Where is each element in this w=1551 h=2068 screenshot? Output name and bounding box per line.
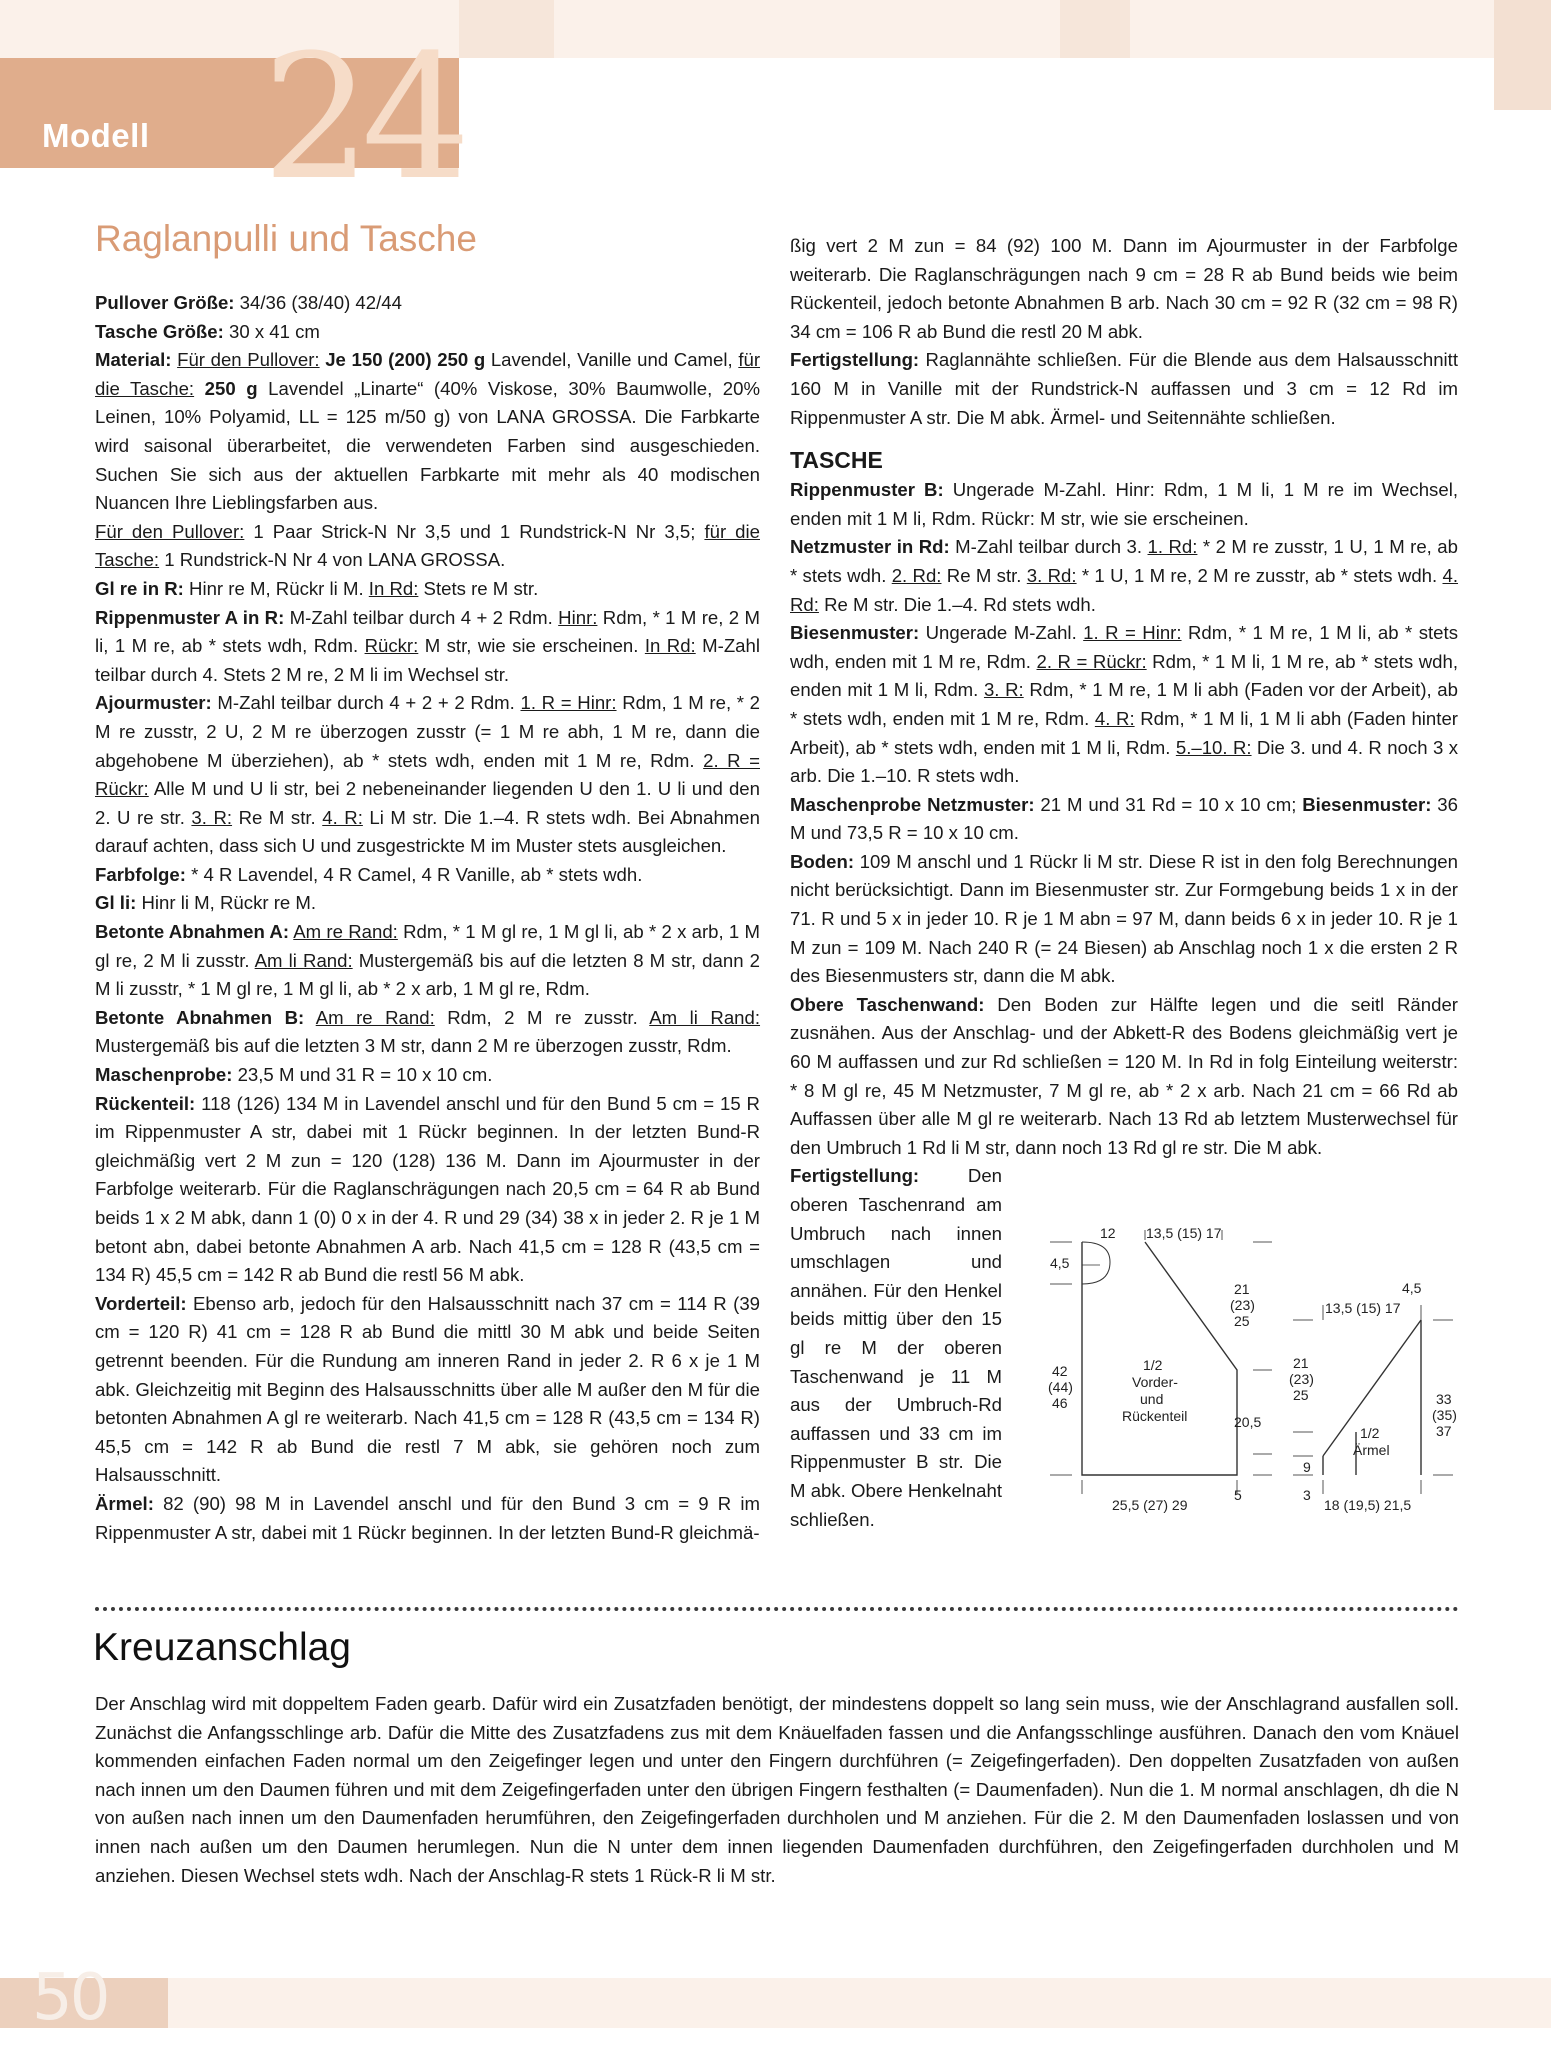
dim-sleeve-length-1: 33: [1436, 1391, 1452, 1407]
stitch-gl-re: Gl re in R: Hinr re M, Rückr li M. In Rd: Stets re M str.: [95, 577, 539, 599]
decrease-a: Betonte Abnahmen A: Am re Rand: Rdm, * 1 M gl re, 1 M gl li, ab * 2 x arb, 1 M gl re, 2 M li zusstr. Am li Rand: Mustergemäß bis auf die letzten 8 M str, dann 2 M li zusstr, * 1 M gl re, 1 M gl li, ab * 2 x arb, 1 M gl re, Rdm.: [95, 921, 761, 1000]
dim-neck: 12: [1100, 1225, 1116, 1241]
section-body: Der Anschlag wird mit doppeltem Faden gearb. Dafür wird ein Zusatzfaden benötigt, der mindestens doppelt so lang sein muss, wie der Anschlagrand ausfallen soll. Zunächst die Anfangsschlinge arb. Dafür die Mitte des Zusatzfadens zus mit dem Knäuelfaden fassen und die Anfangsschlinge ausführen. Danach den vom Knäuel kommenden einfachen Faden normal um den Zeigefinger legen und unter den Fingern durchführen (= Zeigefingerfaden). Den doppelten Zusatzfaden von außen nach innen um den Daumen führen und mit dem Zeigefingerfaden unter den übrigen Fingern festhalten (= Daumenfaden). Nun die 1. M normal anschlagen, dh die N von außen nach innen um den Daumenfaden herumführen, den Zeigefingerfaden durchholen und M anziehen. Für die 2. M den Daumenfaden loslassen und von innen nach außen um den Daumen herumlegen. Nun die N unter dem innen liegenden Daumenfaden durchführen, den Zeigefingerfaden durchholen und M anziehen. Diesen Wechsel stets wdh. Nach der Anschlag-R stets 1 Rück-R li M str.: [95, 1693, 1459, 1886]
dotted-divider: [95, 1607, 1459, 1611]
body-label-3: und: [1140, 1391, 1164, 1407]
upper-bag-wall: Obere Taschenwand: Den Boden zur Hälfte legen und die seitl Ränder zusnähen. Aus der Anschlag- und der Abkett-R des Bodens gleichmäßig vert je 60 M auffassen und zur Rd schließen = 120 M. In Rd in folg Einteilung weiterstr: * 8 M gl re, 45 M Netzmuster, 7 M gl re, ab * 2 x arb. Nach 21 cm = 66 Rd ab Auffassen über alle M gl re weiterarb. Nach 13 Rd ab letztem Musterwechsel für den Umbruch 1 Rd li M str, dann noch 13 Rd gl re str. Die M abk.: [790, 993, 1458, 1158]
pullover-size: Pullover Größe: 34/36 (38/40) 42/44: [95, 292, 402, 313]
dim-side: 20,5: [1234, 1414, 1262, 1430]
dim-sleeve-length-3: 37: [1436, 1423, 1452, 1439]
finishing: Fertigstellung: Raglannähte schließen. Für die Blende aus dem Halsausschnitt 160 M in Vanille mit der Rundstrick-N auffassen und 3 cm = 12 Rd im Rippenmuster A str. Die M abk. Ärmel- und Seitennähte schließen.: [790, 349, 1458, 428]
rib-pattern-a: Rippenmuster A in R: M-Zahl teilbar durch 4 + 2 Rdm. Hinr: Rdm, * 1 M re, 2 M li, 1 M re, ab * stets wdh, Rdm. Rückr: M str, wie sie erscheinen. In Rd: M-Zahl teilbar durch 4. Stets 2 M re, 2 M li im Wechsel str.: [95, 606, 760, 685]
model-label: Modell: [42, 117, 150, 154]
dim-sleeve-top-45: 4,5: [1402, 1280, 1422, 1296]
top-band: [0, 0, 1551, 58]
dim-sleeve-3: 3: [1303, 1487, 1311, 1503]
left-column: [95, 289, 760, 1547]
ajour-pattern: Ajourmuster: M-Zahl teilbar durch 4 + 2 + 2 Rdm. 1. R = Hinr: Rdm, 1 M re, * 2 M re zusstr, 2 U, 2 M re überzogen zusstr (= 1 M re abh, 1 M re, dann die abgehobene M überziehen), ab * stets wdh, enden mit 1 M re, Rdm. 2. R = Rückr: Alle M und U li str, bei 2 nebeneinander liegenden U den 1. U li und den 2. U re str. 3. R: Re M str. 4. R: Li M str. Die 1.–4. R stets wdh. Bei Abnahmen darauf achten, dass sich U und zusgestrickte M im Muster stets ausgleichen.: [95, 692, 761, 857]
dim-raglan-1: 21: [1234, 1281, 1250, 1297]
dim-neck-depth: 4,5: [1050, 1255, 1070, 1271]
decrease-b: Betonte Abnahmen B: Am re Rand: Rdm, 2 M re zusstr. Am li Rand: Mustergemäß bis auf die letzten 3 M str, dann 2 M re überzogen zusstr, Rdm.: [95, 1006, 761, 1057]
rib-pattern-b: Rippenmuster B: Ungerade M-Zahl. Hinr: Rdm, 1 M li, 1 M re im Wechsel, enden mit 1 M li, Rdm. Rückr: M str, wie sie erscheinen.: [790, 479, 1458, 529]
dim-sleeve-length-2: (35): [1432, 1407, 1457, 1423]
body-label-1: 1/2: [1143, 1357, 1163, 1373]
net-pattern: Netzmuster in Rd: M-Zahl teilbar durch 3. 1. Rd: * 2 M re zusstr, 1 U, 1 M re, ab * stets wdh. 2. Rd: Re M str. 3. Rd: * 1 U, 1 M re, 2 M re zusstr, ab * stets wdh. 4. Rd: Re M str. Die 1.–4. Rd stets wdh.: [790, 536, 1459, 615]
dim-length-3: 46: [1052, 1395, 1068, 1411]
body-label-4: Rückenteil: [1122, 1408, 1188, 1424]
gauge-net: Maschenprobe Netzmuster: 21 M und 31 Rd = 10 x 10 cm; Biesenmuster: 36 M und 73,5 R = 10 x 10 cm.: [790, 793, 1458, 844]
dim-rib: 5: [1234, 1487, 1242, 1503]
tuck-pattern: Biesenmuster: Ungerade M-Zahl. 1. R = Hinr: Rdm, * 1 M re, 1 M li, ab * stets wdh, enden mit 1 M re, Rdm. 2. R = Rückr: Rdm, * 1 M li, 1 M re, ab * stets wdh, enden mit 1 M li, Rdm. 3. R: Rdm, * 1 M re, 1 M li abh (Faden vor der Arbeit), ab * stets wdh, enden mit 1 M re, Rdm. 4. R: Rdm, * 1 M li, 1 M li abh (Faden hinter Arbeit), ab * stets wdh, enden mit 1 M li, Rdm. 5.–10. R: Die 3. und 4. R noch 3 x arb. Die 1.–10. R stets wdh.: [790, 622, 1459, 787]
dim-raglan-3: 25: [1234, 1313, 1250, 1329]
page-number: 50: [32, 1961, 108, 2035]
body-label-2: Vorder-: [1132, 1374, 1178, 1390]
needles: Für den Pullover: 1 Paar Strick-N Nr 3,5 und 1 Rundstrick-N Nr 3,5; für die Tasche: 1 Rundstrick-N Nr 4 von LANA GROSSA.: [95, 520, 760, 571]
gauge: Maschenprobe: 23,5 M und 31 R = 10 x 10 cm.: [95, 1064, 493, 1086]
dim-sleeve-9: 9: [1303, 1459, 1311, 1475]
front-piece: Vorderteil: Ebenso arb, jedoch für den Halsausschnitt nach 37 cm = 114 R (39 cm = 120 R) 41 cm = 128 R ab Bund die mittl 30 M abk und beide Seiten getrennt beenden. Für die Rundung am inneren Rand in jeder 2. R 6 x je 1 M abk. Gleichzeitig mit Beginn des Halsausschnitts über alle M außer den M für die betonten Abnahmen A gl re weiterarb. Nach 41,5 cm = 128 R (43,5 cm = 134 R) 45,5 cm = 142 R ab Bund die restl 7 M abk, sie gehören noch zum Halsausschnitt.: [95, 1292, 760, 1486]
dim-sleeve-top: 13,5 (15) 17: [1325, 1300, 1401, 1316]
corner-strip: [1494, 0, 1551, 110]
bag-heading: TASCHE: [790, 447, 883, 474]
dim-shoulder: 13,5 (15) 17: [1146, 1225, 1222, 1241]
dim-length-2: (44): [1048, 1379, 1073, 1395]
sleeve: Ärmel: 82 (90) 98 M in Lavendel anschl und für den Bund 3 cm = 9 R im Rippenmuster A str, dabei mit 1 Rückr beginnen. In der letzten Bund-R gleichmä-: [95, 1492, 760, 1543]
material: Material: Für den Pullover: Je 150 (200) 250 g Lavendel, Vanille und Camel, für die Tasche: 250 g Lavendel „Linarte“ (40% Viskose, 30% Baumwolle, 20% Leinen, 10% Polyamid, LL = 125 m/50 g) von LANA GROSSA. Die Farbkarte wird saisonal überarbeitet, die verwendeten Farben sind ausgeschieden. Suchen Sie sich aus der aktuellen Farbkarte mit mehr als 40 modischen Nuancen Ihre Lieblingsfarben aus.: [95, 349, 761, 514]
sleeve-label-2: Ärmel: [1353, 1442, 1390, 1458]
sleeve-continued: ßig vert 2 M zun = 84 (92) 100 M. Dann im Ajourmuster in der Farbfolge weiterarb. Die Raglanschrägungen nach 9 cm = 28 R ab Bund beids wie beim Rückenteil, jedoch betonte Abnahmen B arb. Nach 30 cm = 92 R (32 cm = 98 R) 34 cm = 106 R ab Bund die restl 20 M abk.: [790, 235, 1458, 342]
dim-raglan-2: (23): [1230, 1297, 1255, 1313]
dim-width: 25,5 (27) 29: [1112, 1497, 1188, 1513]
bag-size: Tasche Größe: 30 x 41 cm: [95, 320, 320, 342]
sleeve-label-1: 1/2: [1360, 1425, 1380, 1441]
dim-sleeve-raglan-1: 21: [1293, 1355, 1309, 1371]
dim-sleeve-width: 18 (19,5) 21,5: [1324, 1497, 1412, 1513]
color-sequence: Farbfolge: * 4 R Lavendel, 4 R Camel, 4 R Vanille, ab * stets wdh.: [95, 863, 643, 885]
dim-sleeve-raglan-3: 25: [1293, 1387, 1309, 1403]
dim-length-1: 42: [1052, 1363, 1068, 1379]
schematic-diagram: [1040, 1210, 1500, 1550]
bag-finishing: Fertigstellung: Den oberen Taschenrand am Umbruch nach innen umschlagen und annähen. Für den Henkel beids mittig über den 15 gl re M der oberen Taschenwand je 11 M aus der Umbruch-Rd auffassen und 33 cm im Rippenmuster B str. Die M abk. Obere Henkelnaht schließen.: [790, 1165, 1002, 1530]
section-title: Kreuzanschlag: [93, 1626, 351, 1669]
footer-band: [0, 1978, 1551, 2028]
page-title: Raglanpulli und Tasche: [95, 218, 477, 259]
back-piece: Rückenteil: 118 (126) 134 M in Lavendel anschl und für den Bund 5 cm = 15 R im Rippenmuster A str, dabei mit 1 Rückr beginnen. In der letzten Bund-R gleichmäßig vert 2 M zun = 120 (128) 136 M. Dann im Ajourmuster in der Farbfolge weiterarb. Für die Raglanschrägungen nach 20,5 cm = 64 R ab Bund beids 1 x 2 M abk, dann 1 (0) 0 x in der 4. R und 29 (34) 38 x in jeder 2. R je 1 M betont abn, dabei betonte Abnahmen A arb. Nach 41,5 cm = 128 R (43,5 cm = 134 R) 45,5 cm = 142 R ab Bund die restl 56 M abk.: [95, 1092, 760, 1286]
model-number: 24: [262, 17, 461, 218]
sleeve-dim-lines: [1293, 1305, 1453, 1494]
stitch-gl-li: Gl li: Hinr li M, Rückr re M.: [95, 892, 317, 914]
dim-sleeve-raglan-2: (23): [1289, 1371, 1314, 1387]
bag-bottom: Boden: 109 M anschl und 1 Rückr li M str. Diese R ist in den folg Berechnungen nicht berücksichtigt. Dann im Biesenmuster str. Zur Formgebung beids 1 x in der 71. R und 5 x in jeder 10. R je 1 M abn = 97 M, dann beids 6 x in jeder 10. R je 1 M zun = 109 M. Nach 240 R (= 24 Biesen) ab Anschlag noch 1 x die ersten 2 R des Biesenmusters str, dann die M abk.: [790, 850, 1458, 987]
